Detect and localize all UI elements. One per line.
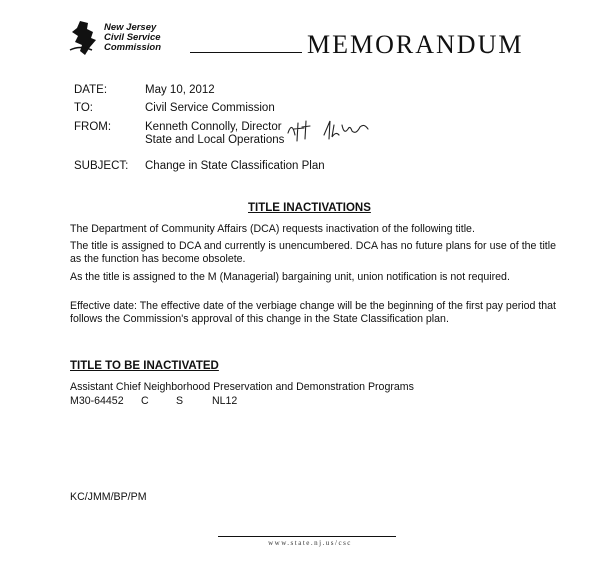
body-paragraph-4: Effective date: The effective date of the verbiage change will be the beginning of the first pay period that follows the Commission's approval of this change in the State Classification plan. [70,300,556,325]
footer-url: www.state.nj.us/csc [268,539,352,547]
logo-line-2: Civil Service [104,32,161,43]
to-value: Civil Service Commission [145,102,275,114]
to-label: TO: [74,102,93,114]
title-code: M30-64452 [70,395,124,407]
title-class: C [141,395,149,407]
title-inactivations-heading: TITLE INACTIVATIONS [248,202,371,214]
inactivated-title-name: Assistant Chief Neighborhood Preservation and Demonstration Programs [70,381,414,393]
body-paragraph-2: The title is assigned to DCA and currently is unencumbered. DCA has no future plans for use of the title as the function has become obsolete. [70,240,556,265]
subject-label: SUBJECT: [74,160,129,172]
handwritten-initials-signature [286,113,381,147]
header-rule [190,52,302,53]
logo-text [104,23,161,53]
body-paragraph-1: The Department of Community Affairs (DCA) requests inactivation of the following title. [70,223,475,235]
reference-initials: KC/JMM/BP/PM [70,491,147,503]
title-unit: NL12 [212,395,238,407]
body-paragraph-3: As the title is assigned to the M (Managerial) bargaining unit, union notification is not required. [70,271,510,283]
from-value-line2: State and Local Operations [145,134,285,146]
date-value: May 10, 2012 [145,84,215,96]
memo-title: MEMORANDUM [307,30,524,59]
from-label: FROM: [74,121,112,133]
date-label: DATE: [74,84,108,96]
footer-rule [218,536,396,537]
new-jersey-state-silhouette-icon [66,20,100,56]
nj-csc-logo [66,20,186,56]
title-to-be-inactivated-heading: TITLE TO BE INACTIVATED [70,360,219,372]
logo-line-3: Commission [104,42,162,53]
from-value-line1: Kenneth Connolly, Director [145,121,282,133]
title-status: S [176,395,184,407]
logo-line-1: New Jersey [104,22,157,33]
subject-value: Change in State Classification Plan [145,160,325,172]
